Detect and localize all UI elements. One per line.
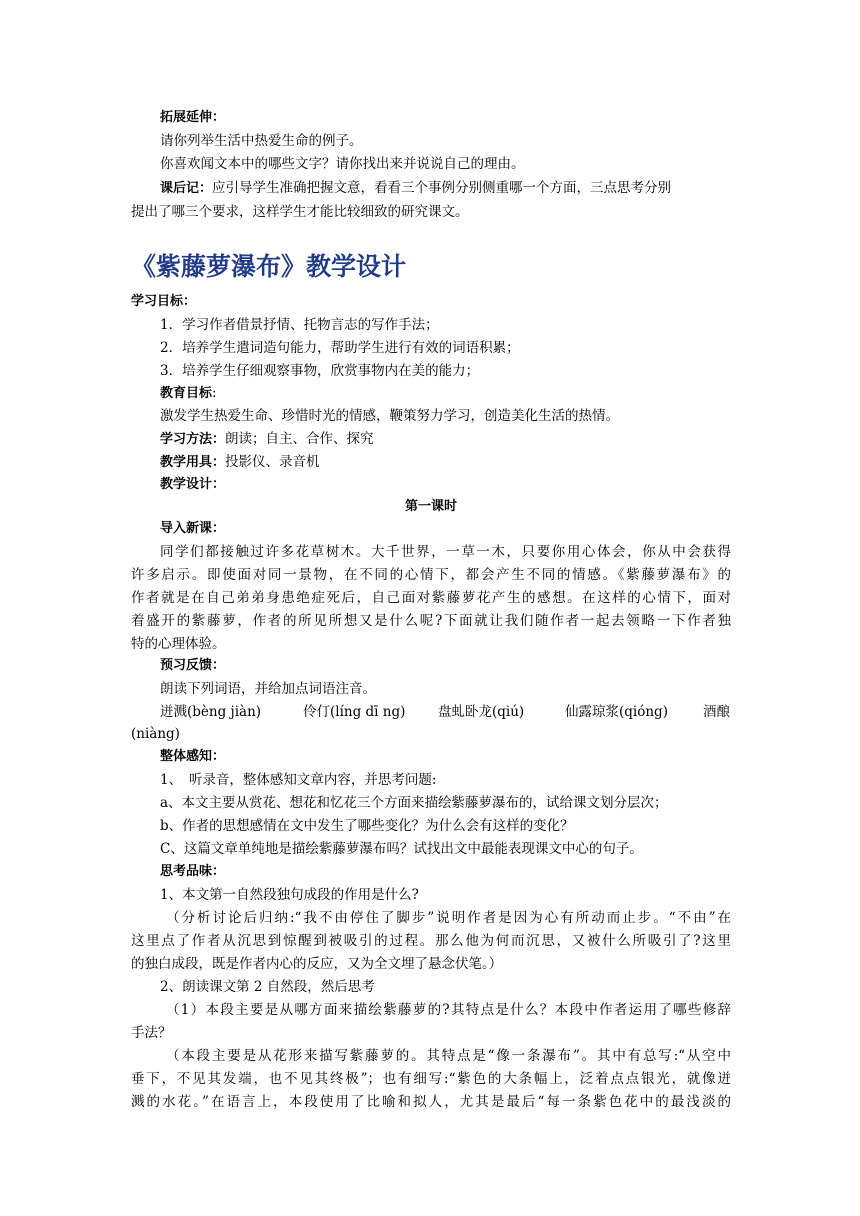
goal-2: 2．培养学生遣词造句能力，帮助学生进行有效的词语积累； <box>160 340 520 356</box>
method-text: 朗读；自主、合作、探究 <box>225 431 374 447</box>
think-answer-1-line-3: 的独白成段，既是作者内心的反应，又为全文埋了悬念伏笔。） <box>131 956 503 972</box>
design-heading: 教学设计： <box>160 477 226 492</box>
edu-goal-heading: 教育目标 <box>160 386 213 401</box>
goals-heading: 学习目标： <box>131 294 197 309</box>
preview-word-1: 迸溅(bèng jiàn) <box>160 704 262 720</box>
page-title: 《紫藤萝瀑布》教学设计 <box>131 252 407 281</box>
intro-line-1: 同学们都接触过许多花草树木。大千世界，一草一木，只要你用心体会，你从中会获得 <box>160 544 731 560</box>
preview-word-2: 伶仃(líng dī ng) <box>303 704 406 720</box>
extension-heading: 拓展延伸： <box>160 110 226 125</box>
after-note-heading: 课后记： <box>160 181 213 196</box>
after-note-text: 应引导学生准确把握文意，看看三个事例分别侧重哪一个方面，三点思考分别 <box>212 180 672 196</box>
lesson-heading: 第一课时 <box>404 499 457 514</box>
edu-goal-heading-line <box>160 383 760 404</box>
edu-goal-text: 激发学生热爱生命、珍惜时光的情感，鞭策努力学习，创造美化生活的热情。 <box>160 408 619 424</box>
after-note-line-1 <box>160 178 732 199</box>
tools-line <box>160 452 760 473</box>
preview-heading: 预习反馈： <box>160 658 226 673</box>
tools-text: 投影仪、录音机 <box>225 454 320 470</box>
preview-word-3: 盘虬卧龙(qiú) <box>438 704 525 720</box>
tools-heading: 教学用具： <box>160 455 226 470</box>
think-heading: 思考品味： <box>160 864 226 879</box>
think-question-2-1-line-1: （1）本段主要是从哪方面来描绘紫藤萝的?其特点是什么？本段中作者运用了哪些修辞 <box>166 1002 731 1018</box>
intro-line-2: 许多启示。即使面对同一景物，在不同的心情下，都会产生不同的情感。《紫藤萝瀑布》的 <box>131 567 731 583</box>
think-answer-1-line-2: 这里点了作者从沉思到惊醒到被吸引的过程。那么他为何而沉思，又被什么所吸引了?这里 <box>131 933 731 949</box>
think-answer-2-line-2: 垂下，不见其发端，也不见其终极”；也有细写:“紫色的大条幅上，泛着点点银光，就像迸 <box>131 1071 731 1087</box>
method-heading: 学习方法： <box>160 432 226 447</box>
think-question-2: 2、朗读课文第 2 自然段，然后思考 <box>160 979 375 995</box>
overall-line-4: C、这篇文章单纯地是描绘紫藤萝瀑布吗？试找出文中最能表现课文中心的句子。 <box>160 841 643 857</box>
preview-word-5-pinyin: (niàng) <box>131 726 180 742</box>
extension-line-2: 你喜欢闻文本中的哪些文字？请你找出来并说说自己的理由。 <box>160 156 525 172</box>
preview-word-4: 仙露琼浆(qióng) <box>565 704 668 720</box>
extension-line-1: 请你列举生活中热爱生命的例子。 <box>160 133 363 149</box>
overall-line-3: b、作者的思想感情在文中发生了哪些变化？为什么会有这样的变化？ <box>160 818 574 834</box>
preview-instruction: 朗读下列词语，并给加点词语注音。 <box>160 681 376 697</box>
method-line <box>160 429 760 450</box>
intro-line-5: 特的心理体验。 <box>131 636 226 652</box>
after-note-line-2: 提出了哪三个要求，这样学生才能比较细致的研究课文。 <box>131 204 469 220</box>
think-answer-1-line-1: （分析讨论后归纳:“我不由停住了脚步”说明作者是因为心有所动而止步。“不由”在 <box>166 910 731 926</box>
intro-heading: 导入新课： <box>160 521 226 536</box>
edu-goal-colon: : <box>212 385 217 401</box>
think-answer-2-line-3: 溅的水花。”在语言上，本段使用了比喻和拟人，尤其是最后“每一条紫色花中的最浅淡的 <box>131 1094 731 1110</box>
think-question-2-1-line-2: 手法？ <box>131 1025 172 1041</box>
overall-line-2: a、本文主要从赏花、想花和忆花三个方面来描绘紫藤萝瀑布的，试给课文划分层次； <box>160 795 668 811</box>
goal-3: 3．培养学生仔细观察事物，欣赏事物内在美的能力； <box>160 363 480 379</box>
overall-heading: 整体感知： <box>160 749 226 764</box>
intro-line-3: 作者就是在自己弟弟身患绝症死后，自己面对紫藤萝花产生的感想。在这样的心情下，面对 <box>131 590 731 606</box>
goal-1: 1．学习作者借景抒情、托物言志的写作手法； <box>160 317 439 333</box>
preview-word-5: 酒酿 <box>703 704 730 720</box>
think-question-1: 1、本文第一自然段独句成段的作用是什么? <box>160 887 419 903</box>
overall-line-1: 1、 听录音，整体感知文章内容，并思考问题: <box>160 772 437 788</box>
intro-line-4: 着盛开的紫藤萝，作者的所见所想又是什么呢?下面就让我们随作者一起去领略一下作者独 <box>131 613 731 629</box>
think-answer-2-line-1: （本段主要是从花形来描写紫藤萝的。其特点是“像一条瀑布”。其中有总写:“从空中 <box>166 1048 731 1064</box>
